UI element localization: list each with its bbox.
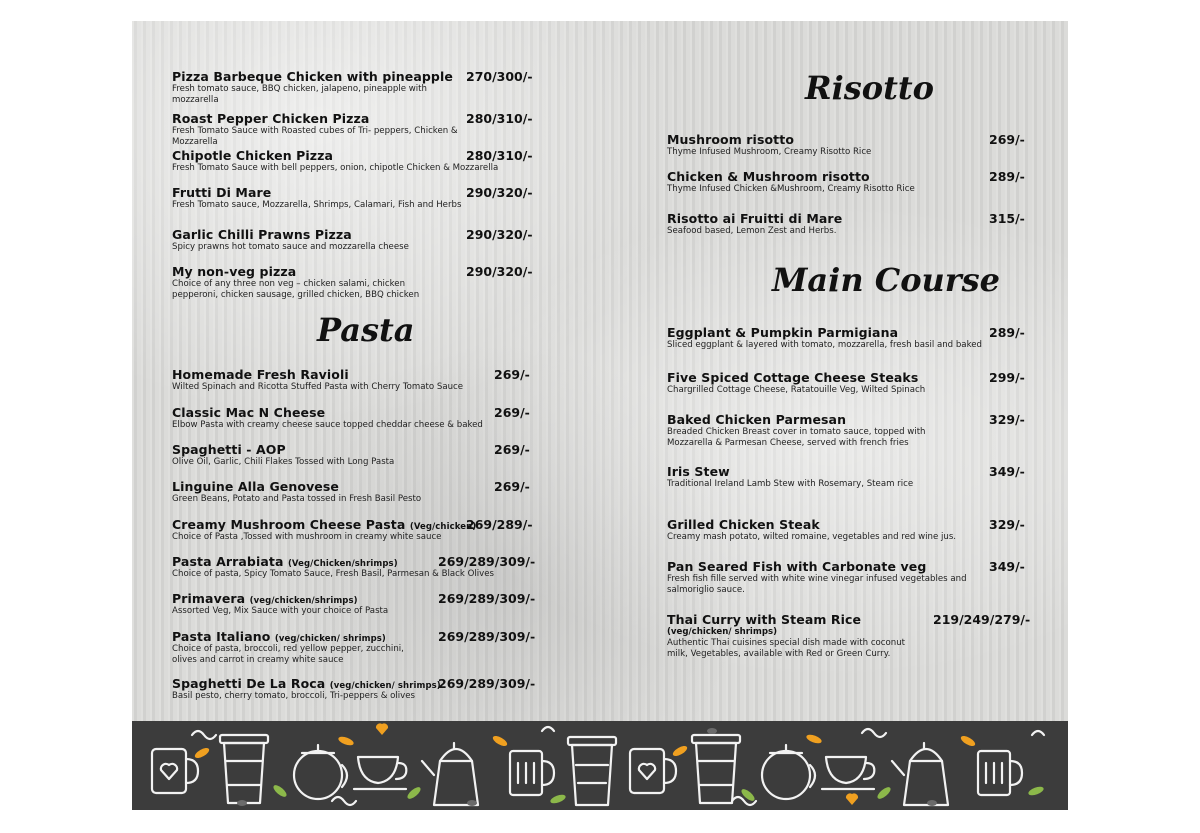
item-name: Chicken & Mushroom risotto <box>667 169 870 184</box>
item-price: 349/- <box>989 559 1025 574</box>
menu-item <box>172 69 532 105</box>
item-desc: Basil pesto, cherry tomato, broccoli, Tri-peppers & olives <box>172 691 416 701</box>
menu-item <box>667 211 1027 237</box>
coffee-pattern-illustration <box>132 721 1068 810</box>
item-name: Roast Pepper Chicken Pizza <box>172 111 370 126</box>
cup-saucer-icon <box>354 757 406 789</box>
item-desc: Authentic Thai cuisines special dish made with coconut milk, Vegetables, available with Red or Green Curry. <box>667 638 906 659</box>
item-name: Pizza Barbeque Chicken with pineapple <box>172 69 453 84</box>
item-desc: Sliced eggplant & layered with tomato, mozzarella, fresh basil and baked <box>667 340 982 350</box>
item-desc: Traditional Ireland Lamb Stew with Rosemary, Steam rice <box>667 479 914 489</box>
takeaway-cup-icon <box>692 735 740 803</box>
mug-heart-icon <box>152 749 198 793</box>
item-desc: Seafood based, Lemon Zest and Herbs. <box>667 226 837 236</box>
item-name: My non-veg pizza <box>172 264 297 279</box>
item-price: 289/- <box>989 325 1025 340</box>
item-desc: Choice of any three non veg – chicken salami, chicken pepperoni, chicken sausage, grilled chicken, BBQ chicken <box>172 279 420 300</box>
decorative-footer-band <box>132 721 1068 810</box>
item-desc: Choice of Pasta ,Tossed with mushroom in creamy white sauce <box>172 532 442 542</box>
item-desc: Chargrilled Cottage Cheese, Ratatouille Veg, Wilted Spinach <box>667 385 926 395</box>
item-name: Pasta Italiano (veg/chicken/ shrimps) <box>172 629 386 644</box>
item-price: 219/249/279/- <box>933 612 1031 627</box>
item-desc: Elbow Pasta with creamy cheese sauce topped cheddar cheese & baked <box>172 420 483 430</box>
item-name: Pan Seared Fish with Carbonate veg <box>667 559 927 574</box>
item-price: 290/320/- <box>466 227 533 242</box>
item-desc: Breaded Chicken Breast cover in tomato sauce, topped with Mozzarella & Parmesan Cheese, served with french fries <box>667 427 926 448</box>
item-name: Creamy Mushroom Cheese Pasta (Veg/chicken) <box>172 517 477 532</box>
menu-item <box>172 264 532 300</box>
item-name: Eggplant & Pumpkin Parmigiana <box>667 325 899 340</box>
menu-item <box>667 559 1027 595</box>
item-price: 269/289/309/- <box>438 629 536 644</box>
menu-item <box>667 370 1027 396</box>
item-name: Five Spiced Cottage Cheese Steaks <box>667 370 919 385</box>
item-price: 269/- <box>494 367 530 382</box>
item-name: Primavera (veg/chicken/shrimps) <box>172 591 358 606</box>
item-price: 289/- <box>989 169 1025 184</box>
mug-icon <box>978 751 1022 795</box>
item-desc: Thyme Infused Mushroom, Creamy Risotto Rice <box>667 147 872 157</box>
item-price: 329/- <box>989 517 1025 532</box>
item-name: Spaghetti - AOP <box>172 442 286 457</box>
item-price: 269/- <box>494 442 530 457</box>
menu-item <box>172 517 532 543</box>
menu-item <box>667 169 1027 195</box>
cup-saucer-icon <box>822 757 874 789</box>
item-price: 269/289/309/- <box>438 554 536 569</box>
item-price: 269/- <box>494 405 530 420</box>
item-name: Chipotle Chicken Pizza <box>172 148 334 163</box>
item-desc: Thyme Infused Chicken &Mushroom, Creamy Risotto Rice <box>667 184 915 194</box>
french-press-icon <box>762 745 815 799</box>
menu-item <box>172 676 536 702</box>
menu-item <box>172 629 536 665</box>
item-desc: Spicy prawns hot tomato sauce and mozzarella cheese <box>172 242 409 252</box>
item-name: Thai Curry with Steam Rice <box>667 612 862 627</box>
takeaway-cup-icon <box>220 735 268 803</box>
menu-item <box>172 442 532 468</box>
leaf-decorations <box>193 723 1044 806</box>
item-name: Classic Mac N Cheese <box>172 405 326 420</box>
item-desc: Wilted Spinach and Ricotta Stuffed Pasta with Cherry Tomato Sauce <box>172 382 464 392</box>
menu-item <box>667 612 1031 659</box>
item-price: 270/300/- <box>466 69 533 84</box>
menu-item <box>172 554 536 580</box>
item-variants: (veg/chicken/ shrimps) <box>667 627 778 637</box>
item-desc: Fresh fish fille served with white wine vinegar infused vegetables and salmoriglio sauce. <box>667 574 967 595</box>
item-name: Mushroom risotto <box>667 132 795 147</box>
item-name: Iris Stew <box>667 464 730 479</box>
menu-item <box>172 367 532 393</box>
item-desc: Green Beans, Potato and Pasta tossed in Fresh Basil Pesto <box>172 494 422 504</box>
item-price: 290/320/- <box>466 264 533 279</box>
item-name: Homemade Fresh Ravioli <box>172 367 349 382</box>
menu-item <box>667 132 1027 158</box>
menu-item <box>172 591 536 617</box>
item-desc: Assorted Veg, Mix Sauce with your choice of Pasta <box>172 606 389 616</box>
item-desc: Fresh Tomato Sauce with bell peppers, onion, chipotle Chicken & Mozzarella <box>172 163 499 173</box>
menu-item <box>667 464 1027 490</box>
item-name: Pasta Arrabiata (Veg/Chicken/shrimps) <box>172 554 398 569</box>
item-price: 269/289/309/- <box>438 591 536 606</box>
item-name: Baked Chicken Parmesan <box>667 412 847 427</box>
menu-item <box>172 405 532 431</box>
item-price: 269/- <box>989 132 1025 147</box>
menu-item <box>172 227 532 253</box>
item-price: 349/- <box>989 464 1025 479</box>
item-desc: Choice of pasta, Spicy Tomato Sauce, Fresh Basil, Parmesan & Black Olives <box>172 569 494 579</box>
item-name: Risotto ai Fruitti di Mare <box>667 211 843 226</box>
pasta-heading: Pasta <box>317 311 415 349</box>
item-price: 315/- <box>989 211 1025 226</box>
menu-item <box>172 148 532 174</box>
item-price: 299/- <box>989 370 1025 385</box>
mug-icon <box>510 751 554 795</box>
menu-item <box>667 517 1027 543</box>
item-name: Grilled Chicken Steak <box>667 517 820 532</box>
risotto-heading: Risotto <box>805 69 935 107</box>
menu-page <box>132 21 1068 721</box>
item-price: 269/- <box>494 479 530 494</box>
item-name: Spaghetti De La Roca (veg/chicken/ shrimps) <box>172 676 441 691</box>
kettle-icon <box>892 743 948 805</box>
item-price: 290/320/- <box>466 185 533 200</box>
menu-item <box>172 479 532 505</box>
main-course-heading: Main Course <box>772 261 1001 299</box>
coffee-to-go-icon <box>568 737 616 805</box>
item-desc: Fresh Tomato Sauce with Roasted cubes of Tri- peppers, Chicken & Mozzarella <box>172 126 458 147</box>
item-price: 280/310/- <box>466 111 533 126</box>
item-desc: Creamy mash potato, wilted romaine, vegetables and red wine jus. <box>667 532 957 542</box>
item-name: Garlic Chilli Prawns Pizza <box>172 227 352 242</box>
item-desc: Fresh Tomato sauce, Mozzarella, Shrimps, Calamari, Fish and Herbs <box>172 200 462 210</box>
french-press-icon <box>294 745 347 799</box>
item-desc: Choice of pasta, broccoli, red yellow pepper, zucchini, olives and carrot in creamy white sauce <box>172 644 404 665</box>
menu-item <box>667 325 1027 351</box>
item-desc: Fresh tomato sauce, BBQ chicken, jalapeno, pineapple with mozzarella <box>172 84 427 105</box>
item-price: 280/310/- <box>466 148 533 163</box>
menu-item <box>172 111 532 147</box>
item-name: Linguine Alla Genovese <box>172 479 340 494</box>
item-price: 269/289/309/- <box>438 676 536 691</box>
menu-item <box>667 412 1027 448</box>
menu-item <box>172 185 532 211</box>
item-name: Frutti Di Mare <box>172 185 272 200</box>
item-price: 329/- <box>989 412 1025 427</box>
kettle-icon <box>422 743 478 805</box>
item-price: 269/289/- <box>466 517 533 532</box>
mug-heart-icon <box>630 749 676 793</box>
item-desc: Olive Oil, Garlic, Chili Flakes Tossed with Long Pasta <box>172 457 395 467</box>
